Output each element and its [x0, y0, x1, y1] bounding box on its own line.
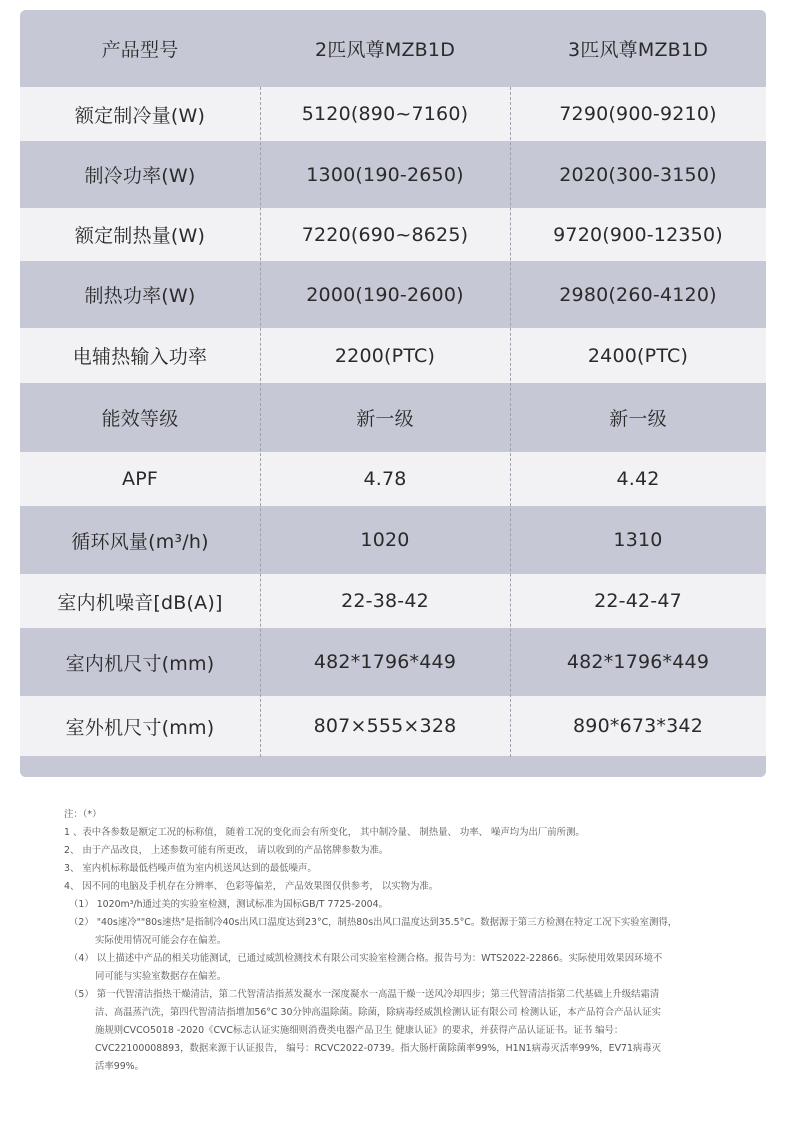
note-line: 4、 因不同的电脑及手机存在分辨率、 色彩等偏差， 产品效果图仅供参考， 以实物为准。	[64, 881, 439, 892]
table-row	[20, 261, 766, 328]
table-footer-bar	[20, 756, 766, 777]
table-row	[20, 574, 766, 628]
table-cell: 制冷功率(W)	[84, 165, 196, 187]
table-cell: 2980(260-4120)	[559, 283, 717, 306]
table-cell: 1020	[360, 529, 410, 551]
header-cell: 产品型号	[101, 39, 179, 61]
table-cell: 新一级	[609, 408, 667, 430]
table-cell: 9720(900-12350)	[553, 223, 723, 246]
table-cell: 1310	[613, 529, 663, 551]
table-row	[20, 208, 766, 261]
table-cell: 5120(890~7160)	[301, 103, 469, 125]
table-cell: 2000(190-2600)	[306, 283, 464, 306]
table-cell: 能效等级	[101, 408, 179, 430]
table-cell: 电辅热输入功率	[72, 346, 208, 368]
spec-table	[20, 10, 766, 777]
note-line: 实际使用情况可能会存在偏差。	[95, 935, 227, 946]
table-cell: 额定制冷量(W)	[74, 104, 206, 127]
table-cell: 4.42	[616, 468, 660, 490]
note-line: CVC22100008893，数据来源于认证报告， 编号：RCVC2022-0739。指大肠杆菌除菌率99%，H1N1病毒灭活率99%，EV71病毒灭	[95, 1043, 662, 1054]
table-cell: 额定制热量(W)	[74, 225, 206, 247]
note-line: （2） "40s速冷""80s速热"是指制冷40s出风口温度达到23°C，制热80s出风口温度达到35.5°C。数据源于第三方检测在特定工况下实验室测得，	[69, 917, 678, 928]
table-cell: 2020(300-3150)	[559, 163, 717, 186]
table-row	[20, 506, 766, 574]
table-cell: 2400(PTC)	[587, 344, 689, 367]
note-line: 活率99%。	[95, 1061, 144, 1072]
table-cell: 482*1796*449	[313, 651, 457, 673]
note-line: 施规则CVCO5018 -2020《CVC标志认证实施细则消费类电器产品卫生 健康认证》的要求，并获得产品认证证书。证书 编号：	[95, 1025, 624, 1036]
table-cell: 7220(690~8625)	[301, 223, 469, 246]
table-cell: 22-42-47	[594, 590, 682, 612]
footnotes	[64, 806, 734, 1076]
table-cell: 890*673*342	[573, 715, 703, 737]
note-line: （4） 以上描述中产品的相关功能测试，已通过威凯检测技术有限公司实验室检测合格。报告号为：WTS2022-22866。实际使用效果因环境不	[69, 953, 663, 964]
table-cell: APF	[122, 468, 158, 490]
table-cell: 22-38-42	[341, 590, 429, 612]
table-cell: 室内机尺寸(mm)	[65, 652, 215, 675]
table-row	[20, 87, 766, 141]
header-cell: 3匹风尊MZB1D	[567, 39, 709, 61]
table-cell: 室内机噪音[dB(A)]	[57, 591, 223, 614]
table-row	[20, 141, 766, 208]
table-row	[20, 696, 766, 756]
note-line: （5） 第一代智清洁指热干燥清洁，第二代智清洁指蒸发凝水一深度凝水一高温干燥一送风冷却四步；第三代智清洁指第二代基础上升级结霜清	[69, 989, 660, 1000]
note-line: 洁、高温蒸汽洗，第四代智清洁指增加56°C 30分钟高温除菌。除菌，除病毒经威凯检测认证有限公司 检测认证，本产品符合产品认证实	[95, 1007, 662, 1018]
note-line: 注：（*）	[64, 809, 102, 820]
table-cell: 循环风量(m³/h)	[71, 530, 209, 553]
column-divider	[260, 87, 261, 757]
table-row	[20, 383, 766, 452]
table-row	[20, 452, 766, 506]
note-line: 1 、表中各参数是额定工况的标称值， 随着工况的变化而会有所变化， 其中制冷量、 制热量、 功率、 噪声均为出厂前所测。	[64, 827, 585, 838]
note-line: （1） 1020m³/h通过美的实验室检测，测试标准为国标GB/T 7725-2004。	[69, 899, 388, 910]
table-row	[20, 328, 766, 383]
column-divider	[510, 87, 511, 757]
table-cell: 2200(PTC)	[334, 344, 436, 367]
header-cell: 2匹风尊MZB1D	[314, 39, 456, 61]
table-cell: 807×555×328	[313, 715, 457, 737]
note-line: 2、 由于产品改良， 上述参数可能有所更改， 请以收到的产品铭牌参数为准。	[64, 845, 389, 856]
table-cell: 4.78	[363, 468, 407, 490]
table-cell: 室外机尺寸(mm)	[65, 716, 215, 739]
table-cell: 1300(190-2650)	[306, 163, 464, 186]
table-cell: 7290(900-9210)	[559, 103, 717, 125]
table-cell: 制热功率(W)	[84, 285, 196, 307]
table-cell: 新一级	[356, 408, 414, 430]
note-line: 3、 室内机标称最低档噪声值为室内机送风达到的最低噪声。	[64, 863, 317, 874]
table-cell: 482*1796*449	[566, 651, 710, 673]
note-line: 同可能与实验室数据存在偏差。	[95, 971, 227, 982]
table-row	[20, 628, 766, 696]
table-header-row	[20, 10, 766, 87]
